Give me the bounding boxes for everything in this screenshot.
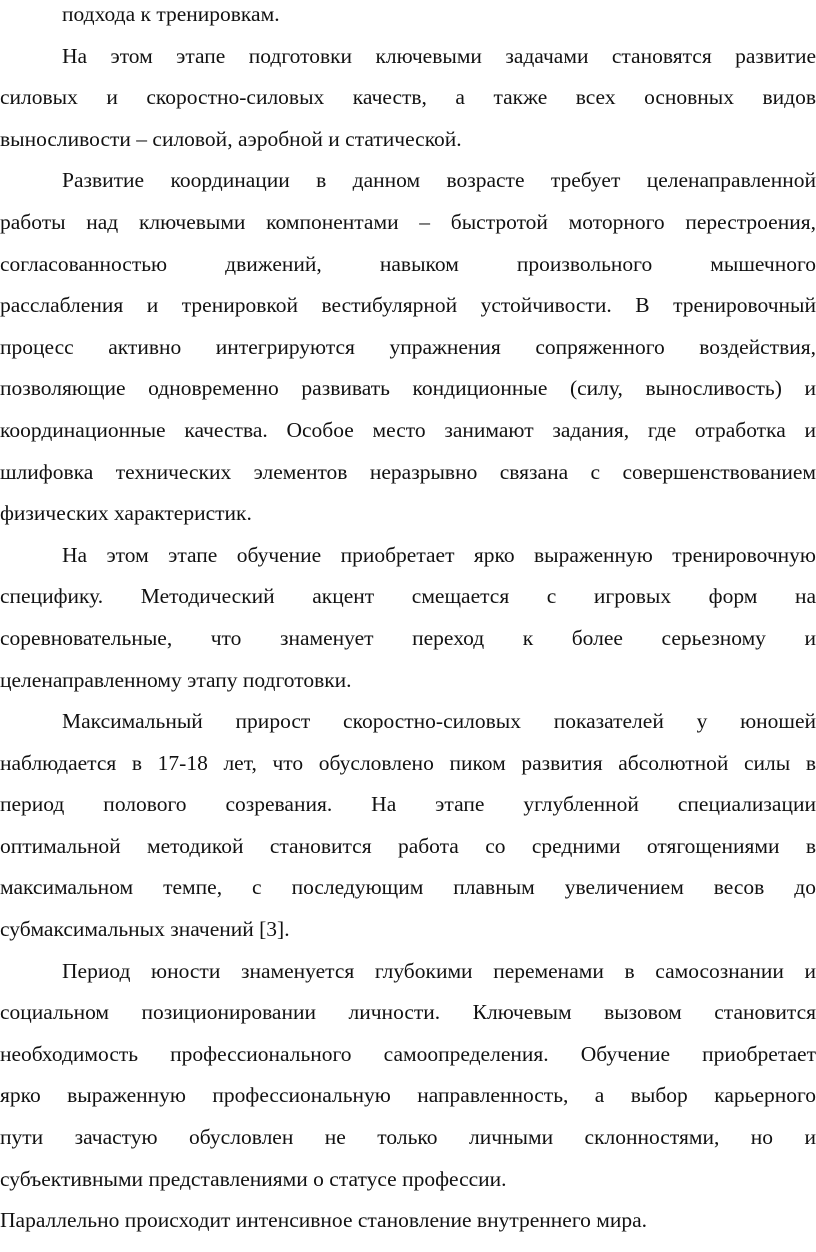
text-line: процесс активно интегрируются упражнения сопряженного воздействия, bbox=[0, 334, 816, 359]
text-line: силовых и скоростно-силовых качеств, а также всех основных видов bbox=[0, 85, 816, 110]
text-line: координационные качества. Особое место занимают задания, где отработка и bbox=[0, 417, 816, 442]
text-line: ярко выраженную профессиональную направленность, а выбор карьерного bbox=[0, 1083, 816, 1108]
text-line: физических характеристик. bbox=[0, 501, 252, 526]
text-line: позволяющие одновременно развивать кондиционные (силу, выносливость) и bbox=[0, 376, 816, 401]
text-line: выносливости – силовой, аэробной и статической. bbox=[0, 126, 462, 151]
text-line: Развитие координации в данном возрасте требует целенаправленной bbox=[62, 168, 816, 193]
text-line: субмаксимальных значений [3]. bbox=[0, 917, 290, 942]
text-line: Параллельно происходит интенсивное становление внутреннего мира. bbox=[0, 1208, 648, 1233]
text-line: максимальном темпе, с последующим плавным увеличением весов до bbox=[0, 875, 816, 900]
text-line: пути зачастую обусловлен не только личными склонностями, но и bbox=[0, 1125, 816, 1150]
text-line: Период юности знаменуется глубокими переменами в самосознании и bbox=[62, 958, 816, 983]
text-line: шлифовка технических элементов неразрывно связана с совершенствованием bbox=[0, 459, 816, 484]
text-line: оптимальной методикой становится работа со средними отягощениями в bbox=[0, 833, 816, 858]
text-line: работы над ключевыми компонентами – быстротой моторного перестроения, bbox=[0, 209, 816, 234]
text-line: подхода к тренировкам. bbox=[62, 2, 280, 26]
text-line: соревновательные, что знаменует переход к более серьезному и bbox=[0, 625, 816, 650]
text-line: субъективными представлениями о статусе профессии. bbox=[0, 1166, 507, 1191]
text-line: период полового созревания. На этапе углубленной специализации bbox=[0, 792, 816, 817]
text-line: Максимальный прирост скоростно-силовых показателей у юношей bbox=[62, 709, 816, 734]
text-line: целенаправленному этапу подготовки. bbox=[0, 667, 352, 692]
text-line: социальном позиционировании личности. Ключевым вызовом становится bbox=[0, 1000, 816, 1025]
text-line: На этом этапе обучение приобретает ярко выраженную тренировочную bbox=[62, 542, 816, 567]
text-line: согласованностью движений, навыком произвольного мышечного bbox=[0, 251, 816, 276]
text-line: наблюдается в 17-18 лет, что обусловлено пиком развития абсолютной силы в bbox=[0, 750, 816, 775]
text-line: На этом этапе подготовки ключевыми задачами становятся развитие bbox=[62, 43, 816, 68]
text-line: специфику. Методический акцент смещается с игровых форм на bbox=[0, 584, 816, 609]
text-line: необходимость профессионального самоопределения. Обучение приобретает bbox=[0, 1041, 816, 1066]
text-line: расслабления и тренировкой вестибулярной устойчивости. В тренировочный bbox=[0, 293, 816, 318]
